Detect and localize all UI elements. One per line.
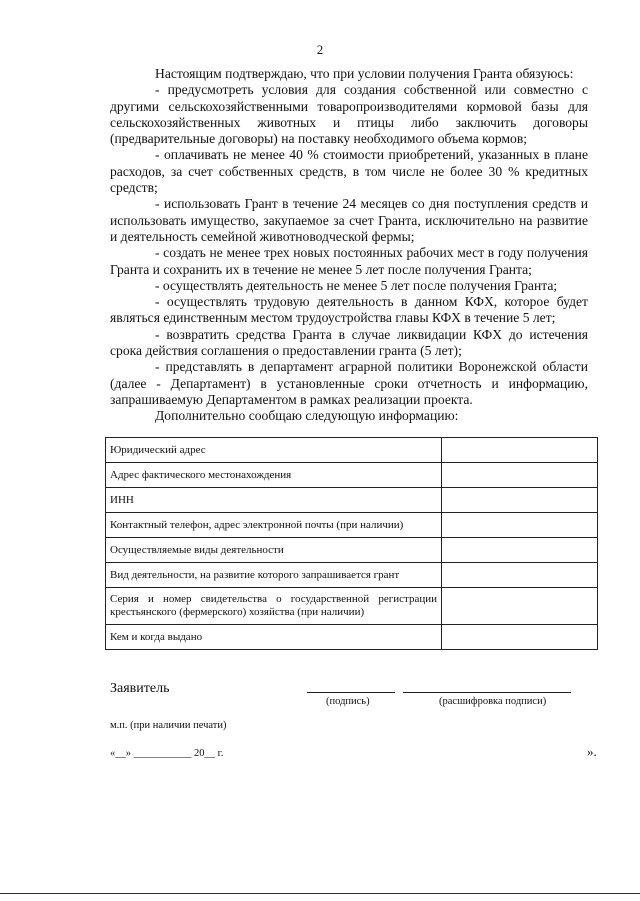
decoding-line [403, 692, 571, 693]
commitment-item: - предусмотреть условия для создания собственной или совместно с другими сельскохозяйственными товаропроизводителями кормовой базы для сельскохозяйственных животных и птицы либо заключить договоры (предварительные договоры) на поставку необходимого объема кормов; [110, 82, 588, 147]
row-label: Контактный телефон, адрес электронной почты (при наличии) [106, 513, 442, 538]
signature-caption: (подпись) [326, 696, 370, 707]
row-value [442, 625, 598, 650]
commitments-text [110, 66, 588, 425]
commitment-item: - создать не менее трех новых постоянных рабочих мест в году получения Гранта и сохранить их в течение не менее 5 лет после получения Гранта; [110, 245, 588, 277]
commitment-item: - использовать Грант в течение 24 месяцев со дня поступления средств и использовать имущество, закупаемое за счет Гранта, исключительно на развитие и деятельность семейной животноводческой фермы; [110, 196, 588, 244]
commitment-item: - осуществлять деятельность не менее 5 лет после получения Гранта; [155, 277, 558, 293]
signature-line [307, 692, 395, 693]
row-label: Юридический адрес [106, 438, 442, 463]
row-value [442, 463, 598, 488]
bottom-rule [0, 893, 640, 894]
commitment-item: - оплачивать не менее 40 % стоимости приобретений, указанных в плане расходов, за счет собственных средств, в том числе не более 30 % кредитных средств; [110, 147, 588, 196]
row-value [442, 513, 598, 538]
row-label: ИНН [106, 488, 442, 513]
table-row [106, 588, 598, 625]
stamp-note: м.п. (при наличии печати) [110, 720, 227, 731]
row-value [442, 563, 598, 588]
row-value [442, 438, 598, 463]
row-label: Вид деятельности, на развитие которого запрашивается грант [106, 563, 442, 588]
date-line: «__» ___________ 20__ г. [110, 748, 224, 759]
row-value [442, 538, 598, 563]
row-label: Осуществляемые виды деятельности [106, 538, 442, 563]
row-label: Кем и когда выдано [106, 625, 442, 650]
row-label: Адрес фактического местонахождения [106, 463, 442, 488]
row-value [442, 588, 598, 625]
table-row [106, 538, 598, 563]
additional-info-intro: Дополнительно сообщаю следующую информацию: [155, 408, 459, 424]
page-number: 2 [316, 42, 324, 57]
closing-quote: ». [587, 744, 597, 759]
row-label: Серия и номер свидетельства о государственной регистрации крестьянского (фермерского) хозяйства (при наличии) [106, 588, 442, 625]
intro-paragraph: Настоящим подтверждаю, что при условии получения Гранта обязуюсь: [155, 66, 574, 81]
table-row [106, 563, 598, 588]
commitment-item: - представлять в департамент аграрной политики Воронежской области (далее - Департамент) в установленные сроки отчетность и информацию, запрашиваемую Департаментом в рамках реализации проекта. [110, 359, 588, 407]
row-value [442, 488, 598, 513]
commitment-item: - осуществлять трудовую деятельность в данном КФХ, которое будет являться единственным местом трудоустройства главы КФХ в течение 5 лет; [110, 294, 588, 326]
table-row [106, 513, 598, 538]
commitment-item: - возвратить средства Гранта в случае ликвидации КФХ до истечения срока действия соглашения о предоставлении гранта (5 лет); [110, 326, 588, 359]
table-row [106, 438, 598, 463]
applicant-info-table [105, 437, 598, 650]
applicant-label: Заявитель [110, 681, 170, 696]
table-row [106, 488, 598, 513]
decoding-caption: (расшифровка подписи) [439, 696, 547, 707]
table-row [106, 625, 598, 650]
table-row [106, 463, 598, 488]
